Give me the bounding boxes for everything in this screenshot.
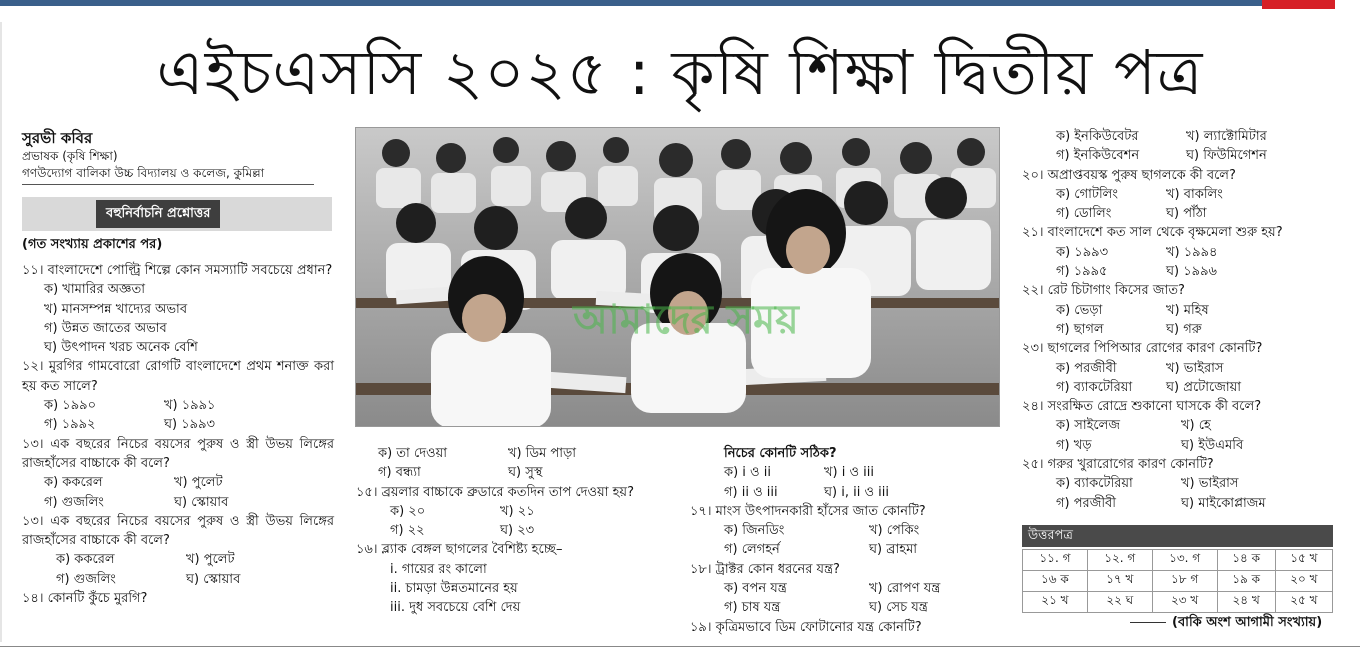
options-row: [22, 570, 334, 589]
option: খ) মহিষ: [1166, 302, 1209, 318]
exam-hall-photo: [355, 127, 1000, 427]
option: ক) i ও ii: [724, 465, 771, 481]
bottom-rule: [0, 646, 1360, 647]
question-24: ২৪। সংরক্ষিত রোদ্রে শুকানো ঘাসকে কী বলে?: [1022, 399, 1262, 415]
option: ক) খামারির অজ্ঞতা: [44, 282, 145, 298]
statement: i. গায়ের রং কালো: [390, 561, 487, 577]
options-row: [356, 444, 676, 463]
options-row: [1022, 127, 1334, 146]
author-block: [22, 128, 334, 185]
option: ক) ব্যাকটেরিয়া: [1056, 476, 1133, 492]
continued-text: (বাকি অংশ আগামী সংখ্যায়): [1172, 615, 1323, 630]
option: খ) i ও iii: [824, 465, 875, 481]
options-row: [1022, 185, 1334, 204]
options-row: [22, 415, 334, 434]
options-row: [690, 463, 1005, 482]
option: ঘ) মাইকোপ্লাজম: [1181, 495, 1266, 511]
question-21: ২১। বাংলাদেশে কত সাল থেকে বৃক্ষমেলা শুরু হয়?: [1022, 225, 1283, 241]
answer-row: [1023, 571, 1333, 592]
options-row: [690, 483, 1005, 502]
options-row: [356, 463, 676, 482]
answer-key-table: [1022, 549, 1333, 613]
option: ক) ককরেল: [56, 552, 115, 568]
option: ঘ) ১৯৯৬: [1166, 264, 1217, 280]
options-row: [1022, 320, 1334, 339]
option: খ) ১৯৯১: [164, 398, 216, 414]
top-accent: [1262, 0, 1335, 9]
answer-cell: ১৭ খ: [1087, 571, 1152, 592]
option: ক) সাইলেজ: [1056, 418, 1120, 434]
option: খ) ডিম পাড়া: [508, 446, 577, 461]
option: খ) বাকলিং: [1166, 186, 1223, 202]
answer-cell: ২৪ খ: [1217, 592, 1275, 613]
option: ক) গোটলিং: [1056, 186, 1118, 202]
question-17: ১৭। মাংস উৎপাদনকারী হাঁসের জাত কোনটি?: [690, 503, 926, 519]
option: খ) মানসম্পন্ন খাদ্যের অভাব: [44, 301, 188, 317]
option: ঘ) ২৩: [500, 523, 535, 539]
answer-cell: ২১ খ: [1023, 592, 1088, 613]
option: ক) ১৯৯৩: [1056, 244, 1109, 260]
headline: এইচএসসি ২০২৫ : কৃষি শিক্ষা দ্বিতীয় পত্র: [156, 36, 1204, 109]
answer-cell: ১৬ ক: [1023, 571, 1088, 592]
options-row: [356, 521, 676, 540]
answer-cell: ১৯ ক: [1217, 571, 1275, 592]
options-row: [690, 598, 1005, 617]
option: গ) ইনকিউবেশন: [1056, 148, 1140, 164]
option: খ) পেকিং: [869, 523, 920, 539]
option: ঘ) গরু: [1166, 321, 1202, 337]
option: ঘ) পাঁঠা: [1166, 206, 1207, 222]
statement: iii. দুধ সবচেয়ে বেশি দেয়: [390, 600, 521, 616]
options-row: [356, 502, 676, 521]
options-row: [690, 521, 1005, 540]
question-14: ১৪। কোনটি কুঁচে মুরগি?: [22, 591, 148, 607]
column-3: [690, 444, 1005, 637]
option: খ) ২১: [500, 503, 535, 519]
options-row: [1022, 204, 1334, 223]
option: গ) ছাগল: [1056, 321, 1104, 337]
answer-cell: ১৩. গ: [1152, 550, 1217, 571]
option: ক) ককরেল: [44, 475, 103, 491]
option: ক) ভেড়া: [1056, 302, 1103, 318]
options-row: [1022, 243, 1334, 262]
option: ক) জিনডিং: [724, 523, 785, 539]
dash: [1130, 622, 1166, 623]
top-rule: [0, 0, 1335, 6]
option: গ) ১৯৯৫: [1056, 264, 1108, 280]
option: খ) ভাইরাস: [1181, 476, 1239, 492]
option: ক) ইনকিউবেটর: [1056, 129, 1139, 144]
question-25: ২৫। গরুর খুরারোগের কারণ কোনটি?: [1022, 457, 1214, 473]
option: ক) ২০: [390, 503, 426, 519]
author-name: সুরভী কবির: [22, 129, 93, 147]
options-row: [1022, 262, 1334, 281]
option: ঘ) প্রটোজোয়া: [1166, 379, 1242, 395]
option: গ) খড়: [1056, 437, 1092, 453]
option: খ) পুলেট: [174, 475, 223, 491]
column-4: [1022, 127, 1334, 513]
option: ঘ) i, ii ও iii: [824, 484, 890, 500]
options-row: [1022, 359, 1334, 378]
option: ঘ) ব্রাহমা: [869, 542, 918, 558]
answer-cell: ১৫ খ: [1275, 550, 1332, 571]
option: গ) গুজলিং: [44, 494, 104, 510]
option: গ) ii ও iii: [724, 484, 778, 500]
option: ক) পরজীবী: [1056, 360, 1117, 376]
option: ঘ) ফিউমিগেশন: [1186, 148, 1267, 164]
options-row: [1022, 494, 1334, 513]
answer-cell: ২০ খ: [1275, 571, 1332, 592]
option: ঘ) স্কোয়াব: [174, 494, 229, 510]
answer-cell: ১৮ গ: [1152, 571, 1217, 592]
column-1: [22, 261, 334, 608]
question-16: ১৬। ব্ল্যাক বেঙ্গল ছাগলের বৈশিষ্ট্য হচ্ছে–: [356, 542, 563, 558]
options-row: [1022, 301, 1334, 320]
option: ক) বপন যন্ত্র: [724, 581, 787, 597]
option: ঘ) উৎপাদন খরচ অনেক বেশি: [44, 340, 198, 356]
option: গ) গুজলিং: [56, 571, 116, 587]
continuation-note: (গত সংখ্যায় প্রকাশের পর): [22, 237, 163, 252]
option: ক) তা দেওয়া: [378, 446, 448, 461]
question-23: ২৩। ছাগলের পিপিআর রোগের কারণ কোনটি?: [1022, 341, 1263, 357]
answer-row: [1023, 550, 1333, 571]
question-13-repeat: ১৩। এক বছরের নিচের বয়সের পুরুষ ও স্ত্রী উভয় লিঙ্গের রাজহাঁসের বাচ্চাকে কী বলে?: [22, 513, 334, 549]
author-institution: গণউদ্যোগ বালিকা উচ্চ বিদ্যালয় ও কলেজ, কুমিল্লা: [22, 166, 265, 180]
answer-cell: ২৩ খ: [1152, 592, 1217, 613]
option: খ) ১৯৯৪: [1166, 244, 1218, 260]
answer-key-title: উত্তরপত্র: [1022, 525, 1333, 547]
options-row: [690, 540, 1005, 559]
option: গ) ২২: [390, 523, 425, 539]
section-label: বহুনির্বাচনি প্রশ্নোত্তর: [96, 200, 220, 228]
option: ঘ) ইউএমবি: [1181, 437, 1244, 453]
option: গ) লেগহর্ন: [724, 542, 780, 558]
option: ঘ) সুস্থ: [508, 465, 543, 481]
options-row: [1022, 474, 1334, 493]
option: গ) চাষ যন্ত্র: [724, 600, 781, 616]
question-19: ১৯। কৃত্রিমভাবে ডিম ফোটানোর যন্ত্র কোনটি?: [690, 619, 922, 635]
question-12: ১২। মুরগির গামবোরো রোগটি বাংলাদেশে প্রথম শনাক্ত করা হয় কত সালে?: [22, 359, 334, 394]
answer-cell: ২২ ঘ: [1087, 592, 1152, 613]
question-15: ১৫। ব্রয়লার বাচ্চাকে ব্রুডারে কতদিন তাপ দেওয়া হয়?: [356, 484, 634, 500]
option: গ) বন্ধ্যা: [378, 465, 421, 481]
option: ঘ) স্কোয়াব: [186, 571, 241, 587]
option: গ) ব্যাকটেরিয়া: [1056, 379, 1133, 395]
option: গ) ডোলিং: [1056, 206, 1112, 222]
option: খ) ল্যাক্টোমিটার: [1186, 129, 1267, 144]
option: ঘ) সেচ যন্ত্র: [869, 600, 928, 616]
option: খ) হে: [1181, 418, 1211, 434]
option: গ) ১৯৯২: [44, 417, 96, 433]
author-divider: [22, 184, 314, 185]
continued-note: [1130, 613, 1322, 634]
options-row: [690, 579, 1005, 598]
options-row: [22, 396, 334, 415]
answer-row: [1023, 592, 1333, 613]
options-row: [1022, 378, 1334, 397]
question-13: ১৩। এক বছরের নিচের বয়সের পুরুষ ও স্ত্রী উভয় লিঙ্গের রাজহাঁসের বাচ্চাকে কী বলে?: [22, 436, 334, 471]
question-16-prompt: নিচের কোনটি সঠিক?: [724, 446, 837, 461]
options-row: [1022, 146, 1334, 165]
question-11: ১১। বাংলাদেশে পোল্ট্রি শিল্পে কোন সমস্যাটি সবচেয়ে প্রধান?: [22, 263, 333, 278]
question-22: ২২। রেট চিটাগাং কিসের জাত?: [1022, 283, 1185, 299]
author-title: প্রভাষক (কৃষি শিক্ষা): [22, 149, 118, 163]
watermark: আমাদের সময়: [573, 297, 799, 343]
option: খ) পুলেট: [186, 552, 235, 568]
question-18: ১৮। ট্রাক্টর কোন ধরনের যন্ত্র?: [690, 561, 840, 577]
option: ঘ) ১৯৯৩: [164, 417, 215, 433]
options-row: [1022, 436, 1334, 455]
answer-cell: ১৪ ক: [1217, 550, 1275, 571]
option: ক) ১৯৯০: [44, 398, 97, 414]
answer-cell: ১১. গ: [1023, 550, 1088, 571]
statement: ii. চামড়া উন্নতমানের হয়: [390, 581, 518, 597]
option: গ) পরজীবী: [1056, 495, 1117, 511]
options-row: [22, 473, 334, 492]
options-row: [1022, 416, 1334, 435]
question-20: ২০। অপ্রাপ্তবয়স্ক পুরুষ ছাগলকে কী বলে?: [1022, 167, 1236, 183]
option: খ) ভাইরাস: [1166, 360, 1224, 376]
answer-cell: ১২. গ: [1087, 550, 1152, 571]
option: গ) উন্নত জাতের অভাব: [44, 320, 167, 336]
option: খ) রোপণ যন্ত্র: [869, 581, 941, 597]
options-row: [22, 493, 334, 512]
column-2: [356, 444, 676, 618]
options-row: [22, 550, 334, 569]
answer-cell: ২৫ খ: [1275, 592, 1332, 613]
